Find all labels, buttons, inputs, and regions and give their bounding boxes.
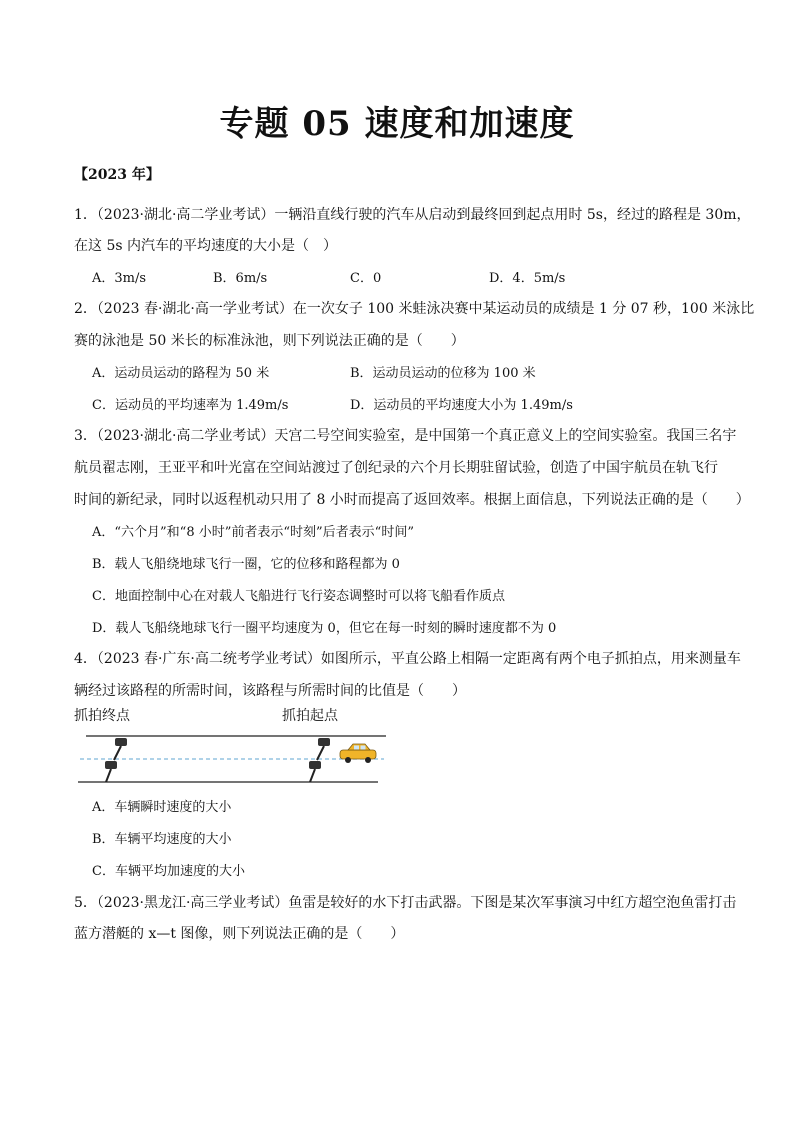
q1-option-c: C．0 xyxy=(350,271,382,286)
start-point-label: 抓拍起点 xyxy=(282,708,338,724)
q2-option-a: A．运动员运动的路程为 50 米 xyxy=(92,366,270,381)
q3-option-a: A．“六个月”和“8 小时”前者表示“时刻”后者表示“时间” xyxy=(92,525,414,540)
camera-icon xyxy=(317,738,330,760)
camera-icon xyxy=(114,738,127,760)
q2-stem-line2: 赛的泳池是 50 米长的标准泳池，则下列说法正确的是（ ） xyxy=(74,333,465,349)
q2-option-b: B．运动员运动的位移为 100 米 xyxy=(350,366,536,381)
q3-stem-line3: 时间的新纪录，同时以返程机动只用了 8 小时而提高了返回效率。根据上面信息，下列说法正确的是（ ） xyxy=(74,492,750,508)
car-icon xyxy=(340,744,376,763)
q3-option-c: C．地面控制中心在对载人飞船进行飞行姿态调整时可以将飞船看作质点 xyxy=(92,589,505,604)
q3-stem-line1: 3．（2023·湖北·高二学业考试）天宫二号空间实验室，是中国第一个真正意义上的空间实验室。我国三名宇 xyxy=(74,428,737,444)
q5-stem-line2: 蓝方潜艇的 x—t 图像，则下列说法正确的是（ ） xyxy=(74,926,405,942)
q4-option-c: C．车辆平均加速度的大小 xyxy=(92,864,245,879)
section-heading: 【2023 年】 xyxy=(74,167,160,183)
q5-stem-line1: 5．（2023·黑龙江·高三学业考试）鱼雷是较好的水下打击武器。下图是某次军事演习中红方超空泡鱼雷打击 xyxy=(74,895,737,911)
q2-option-c: C．运动员的平均速率为 1.49m/s xyxy=(92,398,289,413)
road-camera-diagram xyxy=(72,702,392,790)
q4-option-b: B．车辆平均速度的大小 xyxy=(92,832,232,847)
q1-option-b: B．6m/s xyxy=(213,271,268,286)
q2-option-d: D．运动员的平均速度大小为 1.49m/s xyxy=(350,398,573,413)
end-point-label: 抓拍终点 xyxy=(74,708,130,724)
camera-icon xyxy=(105,761,117,782)
q1-option-d: D．4．5m/s xyxy=(489,271,566,286)
q4-stem-line1: 4．（2023 春·广东·高二统考学业考试）如图所示，平直公路上相隔一定距离有两个电子抓拍点，用来测量车 xyxy=(74,651,741,667)
q1-stem-line2: 在这 5s 内汽车的平均速度的大小是（ ） xyxy=(74,238,337,254)
camera-icon xyxy=(309,761,321,782)
q3-option-d: D．载人飞船绕地球飞行一圈平均速度为 0，但它在每一时刻的瞬时速度都不为 0 xyxy=(92,621,557,636)
q1-stem-line1: 1．（2023·湖北·高二学业考试）一辆沿直线行驶的汽车从启动到最终回到起点用时 5s，经过的路程是 30m， xyxy=(74,207,751,223)
q2-stem-line1: 2．（2023 春·湖北·高一学业考试）在一次女子 100 米蛙泳决赛中某运动员的成绩是 1 分 07 秒，100 米泳比 xyxy=(74,301,755,317)
q1-option-a: A．3m/s xyxy=(92,271,147,286)
q4-stem-line2: 辆经过该路程的所需时间，该路程与所需时间的比值是（ ） xyxy=(74,683,466,699)
page-title: 专题 05 速度和加速度 xyxy=(219,104,575,144)
q4-option-a: A．车辆瞬时速度的大小 xyxy=(92,800,232,815)
q3-stem-line2: 航员翟志刚，王亚平和叶光富在空间站渡过了创纪录的六个月长期驻留试验，创造了中国宇航员在轨飞行 xyxy=(74,460,718,476)
q3-option-b: B．载人飞船绕地球飞行一圈，它的位移和路程都为 0 xyxy=(92,557,400,572)
